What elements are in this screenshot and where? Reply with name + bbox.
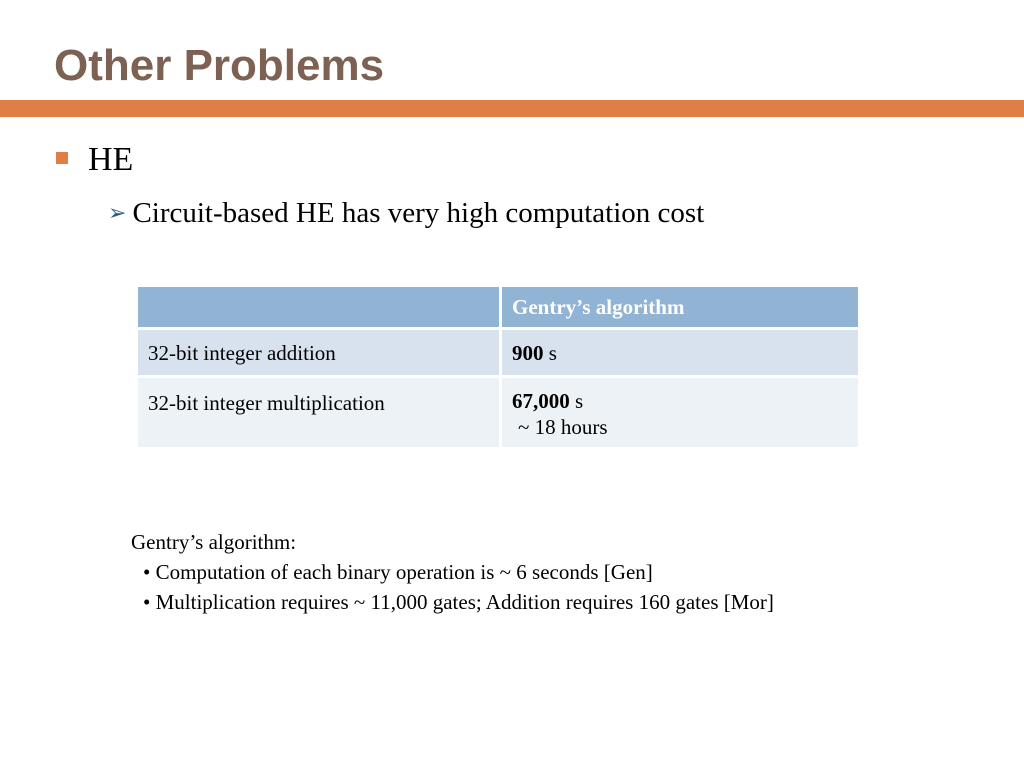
sub-bullet-cost	[108, 194, 704, 232]
table-row	[138, 329, 858, 377]
cost-table	[138, 287, 858, 450]
bullet-he-text: HE	[88, 141, 134, 178]
sub-bullet-cost-text: Circuit-based HE has very high computation cost	[132, 197, 705, 229]
row-value-multiplication	[501, 377, 859, 449]
row-label-multiplication: 32-bit integer multiplication	[138, 377, 501, 449]
slide-title: Other Problems	[54, 41, 385, 90]
addition-unit: s	[543, 341, 557, 365]
table-row	[138, 377, 858, 449]
table-header-gentry: Gentry’s algorithm	[501, 287, 859, 329]
footnotes	[131, 527, 774, 617]
table-header-row	[138, 287, 858, 329]
row-value-addition	[501, 329, 859, 377]
multiplication-value: 67,000	[512, 389, 570, 413]
addition-value: 900	[512, 341, 544, 365]
title-underline-bar	[0, 100, 1024, 117]
multiplication-unit: s	[569, 389, 584, 413]
table-header-empty	[138, 287, 501, 329]
bullet-he	[56, 138, 133, 182]
row-label-addition: 32-bit integer addition	[138, 329, 501, 377]
note-point: • Multiplication requires ~ 11,000 gates; Addition requires 160 gates [Mor]	[143, 590, 774, 614]
arrow-bullet-icon: ➢	[108, 200, 127, 225]
square-bullet-icon	[56, 152, 68, 164]
multiplication-hours: ~ 18 hours	[518, 415, 608, 439]
notes-heading: Gentry’s algorithm:	[131, 530, 297, 554]
note-point: • Computation of each binary operation is ~ 6 seconds [Gen]	[143, 560, 653, 584]
